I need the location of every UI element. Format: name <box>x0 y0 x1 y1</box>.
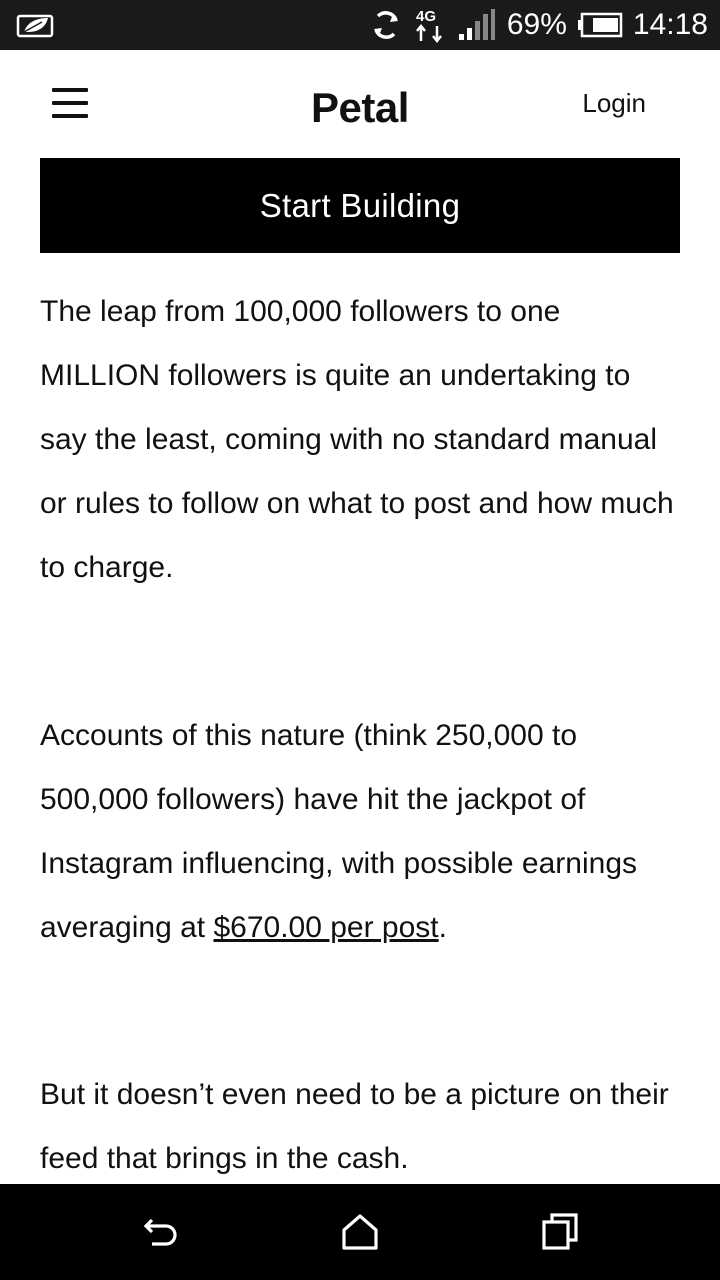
clock: 14:18 <box>632 8 708 41</box>
back-icon[interactable] <box>138 1210 182 1254</box>
start-building-button[interactable]: Start Building <box>40 158 680 253</box>
logo[interactable]: Petal <box>311 84 409 131</box>
recent-apps-icon[interactable] <box>538 1210 582 1254</box>
notification-leaf-icon <box>16 12 54 38</box>
paragraph-2 <box>40 704 685 960</box>
home-icon[interactable] <box>338 1210 382 1254</box>
paragraph-2-end: . <box>438 911 447 944</box>
status-bar <box>0 0 720 50</box>
earnings-link[interactable]: $670.00 per post <box>213 911 439 944</box>
navigation-bar <box>0 1184 720 1280</box>
battery-icon <box>577 12 623 38</box>
login-link[interactable]: Login <box>582 88 646 118</box>
network-type-label: 4G <box>415 8 436 25</box>
data-arrows-icon <box>413 5 447 45</box>
sync-icon <box>369 8 403 42</box>
app-header <box>0 50 720 155</box>
battery-percent: 69% <box>506 8 567 41</box>
signal-icon <box>457 8 497 42</box>
paragraph-2-text: Accounts of this nature (think 250,000 to 500,000 followers) have hit the jackpot of Instagram influencing, with possible earnings averaging at <box>40 719 637 944</box>
paragraph-3: But it doesn’t even need to be a picture on their feed that brings in the cash. <box>40 1078 669 1175</box>
paragraph-1: The leap from 100,000 followers to one MILLION followers is quite an undertaking to say the least, coming with no standard manual or rules to follow on what to post and how much to charge. <box>40 295 674 584</box>
